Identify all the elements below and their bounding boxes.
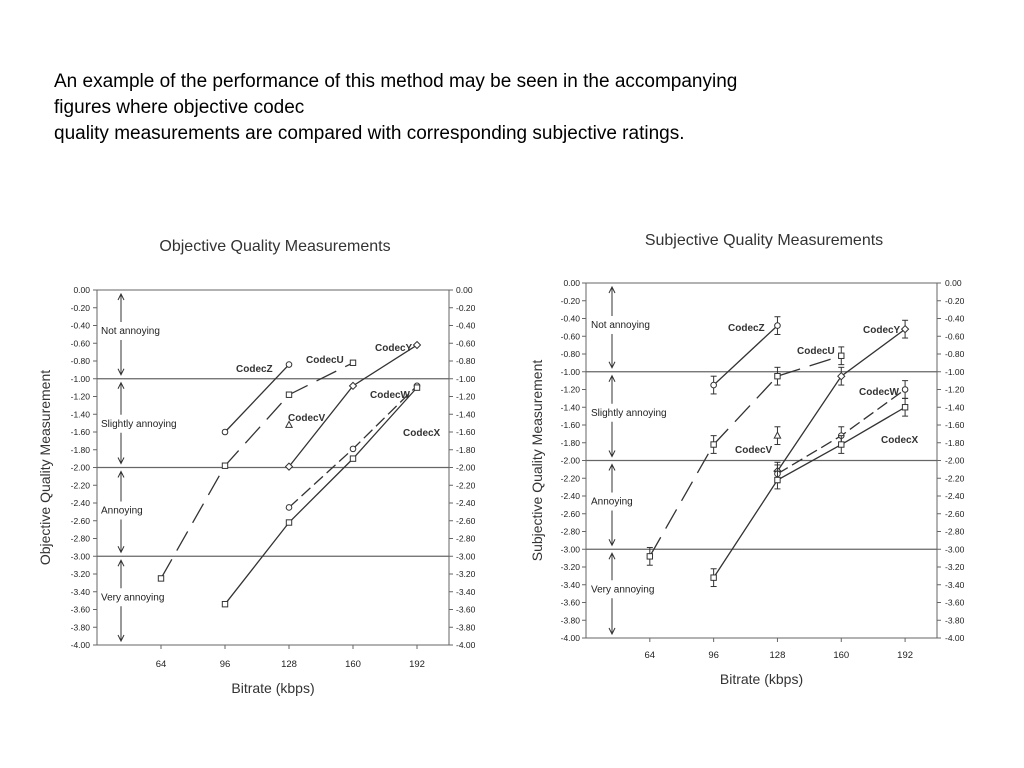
- y-tick-label-right: -3.00: [456, 551, 476, 562]
- y-tick-label-left: -3.00: [70, 551, 90, 562]
- series-line-codecx: [714, 407, 905, 577]
- data-point-codecw: [902, 387, 908, 393]
- data-point-codecx: [350, 456, 355, 461]
- x-tick-label: 96: [708, 650, 719, 661]
- y-axis-label: Objective Quality Measurement: [37, 369, 53, 566]
- objective-quality-chart: [37, 238, 476, 696]
- y-axis-label: Subjective Quality Measurement: [529, 359, 545, 562]
- series-codecw: [286, 383, 420, 510]
- y-tick-label-left: -0.40: [70, 320, 90, 331]
- y-tick-label-right: -1.20: [945, 384, 965, 395]
- series-label-codecv: CodecV: [288, 413, 326, 424]
- band-label-very-annoying: Very annoying: [101, 592, 165, 604]
- y-tick-label-right: -2.20: [456, 480, 476, 491]
- series-codecx: [711, 398, 919, 586]
- y-tick-label-right: -2.00: [456, 462, 476, 473]
- data-point-codecx: [902, 405, 907, 410]
- y-tick-label-right: -0.20: [945, 295, 965, 306]
- series-label-codecy: CodecY: [375, 343, 413, 354]
- data-point-codecx: [222, 601, 227, 606]
- y-tick-label-right: -3.40: [945, 579, 965, 590]
- y-tick-label-left: -3.80: [560, 615, 580, 626]
- data-point-codecu: [839, 353, 844, 358]
- band-label-not-annoying: Not annoying: [591, 320, 650, 331]
- x-tick-label: 192: [409, 659, 425, 670]
- y-tick-label-right: -3.20: [456, 569, 476, 579]
- y-tick-label-left: -2.40: [560, 491, 580, 501]
- y-tick-label-right: -3.00: [945, 544, 965, 555]
- x-tick-label: 64: [155, 659, 167, 670]
- y-tick-label-right: -0.80: [945, 349, 965, 359]
- y-tick-label-right: -3.60: [945, 597, 965, 608]
- data-point-codecx: [286, 520, 291, 525]
- data-point-codecz: [286, 362, 292, 368]
- series-label-codecu: CodecU: [797, 346, 835, 357]
- data-point-codecw: [286, 505, 292, 511]
- y-tick-label-left: -3.20: [70, 569, 90, 579]
- y-tick-label-right: -2.60: [456, 515, 476, 526]
- y-tick-label-left: -2.20: [70, 480, 90, 491]
- y-tick-label-left: -2.00: [560, 455, 580, 466]
- y-tick-label-left: -1.40: [560, 402, 580, 413]
- y-tick-label-right: 0.00: [456, 285, 473, 295]
- y-tick-label-right: -2.20: [945, 473, 965, 484]
- y-tick-label-right: -1.60: [945, 420, 965, 430]
- y-tick-label-right: -3.40: [456, 586, 476, 597]
- y-tick-label-left: -3.00: [560, 544, 580, 555]
- data-point-codecu: [350, 360, 355, 365]
- series-codecv: [286, 413, 326, 427]
- y-tick-label-right: -3.60: [456, 604, 476, 615]
- y-tick-label-right: -0.40: [945, 313, 965, 324]
- x-tick-label: 128: [769, 650, 786, 661]
- y-tick-label-right: -1.60: [456, 427, 476, 437]
- x-tick-label: 64: [644, 650, 656, 661]
- series-label-codecw: CodecW: [370, 390, 410, 401]
- y-tick-label-left: -1.20: [560, 384, 580, 395]
- y-tick-label-right: -1.00: [456, 373, 476, 384]
- y-tick-label-left: -1.20: [70, 391, 90, 402]
- y-tick-label-right: -2.40: [945, 491, 965, 501]
- y-tick-label-left: -2.80: [560, 526, 580, 537]
- x-axis-label: Bitrate (kbps): [231, 680, 315, 696]
- series-label-codecu: CodecU: [306, 355, 344, 366]
- data-point-codecx: [414, 385, 419, 390]
- y-tick-label-left: 0.00: [563, 278, 580, 288]
- data-point-codecu: [775, 373, 780, 378]
- band-label-slightly-annoying: Slightly annoying: [591, 407, 667, 419]
- y-tick-label-left: -0.40: [560, 313, 580, 324]
- x-tick-label: 192: [897, 650, 914, 661]
- y-tick-label-left: -1.60: [70, 427, 90, 437]
- data-point-codecu: [286, 392, 291, 397]
- series-label-codecx: CodecX: [881, 435, 919, 446]
- x-tick-label: 160: [833, 650, 850, 661]
- band-label-slightly-annoying: Slightly annoying: [101, 418, 177, 430]
- series-codecx: [222, 385, 440, 607]
- subjective-quality-chart: [529, 232, 965, 687]
- y-tick-label-right: -1.20: [456, 391, 476, 402]
- y-tick-label-left: -3.80: [70, 622, 90, 633]
- y-tick-label-left: -2.80: [70, 533, 90, 544]
- series-label-codecy: CodecY: [863, 325, 901, 336]
- y-tick-label-right: -0.40: [456, 320, 476, 331]
- series-line-codecu: [650, 356, 841, 557]
- y-tick-label-left: -3.40: [560, 579, 580, 590]
- y-tick-label-right: -0.80: [456, 356, 476, 366]
- y-tick-label-left: -1.80: [560, 437, 580, 448]
- series-label-codecw: CodecW: [859, 387, 899, 398]
- series-codecy: [774, 320, 909, 480]
- y-tick-label-right: -2.40: [456, 498, 476, 508]
- y-tick-label-left: -0.20: [70, 302, 90, 313]
- y-tick-label-left: -0.80: [70, 356, 90, 366]
- y-tick-label-right: -1.40: [945, 402, 965, 413]
- y-tick-label-left: -2.60: [560, 508, 580, 519]
- y-tick-label-left: -3.60: [560, 597, 580, 608]
- y-tick-label-left: -4.00: [70, 640, 90, 650]
- data-point-codecy: [414, 342, 421, 349]
- y-tick-label-left: -1.80: [70, 444, 90, 455]
- series-codecz: [711, 317, 781, 394]
- y-tick-label-left: -0.20: [560, 295, 580, 306]
- x-axis-label: Bitrate (kbps): [719, 671, 804, 687]
- band-label-annoying: Annoying: [591, 496, 633, 508]
- y-tick-label-left: -1.40: [70, 409, 90, 420]
- x-tick-label: 160: [345, 659, 361, 670]
- series-label-codecx: CodecX: [403, 428, 441, 439]
- band-label-annoying: Annoying: [101, 505, 143, 517]
- data-point-codecw: [350, 446, 356, 452]
- data-point-codecx: [775, 477, 780, 482]
- y-tick-label-right: -0.60: [945, 331, 965, 342]
- y-tick-label-left: -1.00: [560, 366, 580, 377]
- data-point-codecz: [222, 429, 228, 435]
- y-tick-label-left: -0.60: [560, 331, 580, 342]
- y-tick-label-left: -0.80: [560, 349, 580, 359]
- data-point-codecz: [775, 323, 781, 329]
- caption-line-3: quality measurements are compared with corresponding subjective ratings.: [54, 123, 685, 144]
- y-tick-label-right: -1.40: [456, 409, 476, 420]
- series-label-codecz: CodecZ: [728, 323, 765, 334]
- data-point-codecu: [222, 463, 227, 468]
- y-tick-label-right: -1.00: [945, 366, 965, 377]
- series-line-codecz: [714, 326, 778, 385]
- y-tick-label-right: -2.80: [456, 533, 476, 544]
- y-tick-label-right: -4.00: [945, 633, 965, 643]
- series-label-codecz: CodecZ: [236, 364, 273, 375]
- y-tick-label-right: -1.80: [945, 437, 965, 448]
- x-tick-label: 96: [219, 659, 231, 670]
- y-tick-label-left: -2.40: [70, 498, 90, 508]
- y-tick-label-left: 0.00: [73, 285, 90, 295]
- y-tick-label-right: -3.80: [456, 622, 476, 633]
- data-point-codecx: [711, 575, 716, 580]
- data-point-codecx: [839, 442, 844, 447]
- caption-line-2: figures where objective codec: [54, 97, 305, 118]
- y-tick-label-left: -3.60: [70, 604, 90, 615]
- series-codecz: [222, 362, 292, 435]
- series-line-codecu: [161, 363, 353, 579]
- y-tick-label-right: -1.80: [456, 444, 476, 455]
- data-point-codecu: [711, 442, 716, 447]
- y-tick-label-right: -3.80: [945, 615, 965, 626]
- y-tick-label-left: -2.20: [560, 473, 580, 484]
- y-tick-label-left: -1.00: [70, 373, 90, 384]
- y-tick-label-right: -2.80: [945, 526, 965, 537]
- y-tick-label-left: -0.60: [70, 338, 90, 349]
- y-tick-label-right: -0.60: [456, 338, 476, 349]
- data-point-codecz: [711, 382, 717, 388]
- y-tick-label-right: -2.00: [945, 455, 965, 466]
- chart-title: Objective Quality Measurements: [159, 238, 391, 255]
- series-codecw: [774, 381, 908, 483]
- y-tick-label-right: -2.60: [945, 508, 965, 519]
- chart-title: Subjective Quality Measurements: [644, 232, 884, 249]
- band-label-very-annoying: Very annoying: [591, 584, 655, 596]
- band-label-not-annoying: Not annoying: [101, 326, 160, 337]
- y-tick-label-left: -4.00: [560, 633, 580, 643]
- y-tick-label-left: -2.00: [70, 462, 90, 473]
- y-tick-label-right: -3.20: [945, 562, 965, 572]
- series-codecv: [735, 427, 781, 456]
- y-tick-label-left: -3.20: [560, 562, 580, 572]
- series-label-codecv: CodecV: [735, 445, 773, 456]
- data-point-codecu: [158, 576, 163, 581]
- caption-line-1: An example of the performance of this method may be seen in the accompanying: [54, 71, 738, 92]
- y-tick-label-right: -0.20: [456, 302, 476, 313]
- y-tick-label-right: -4.00: [456, 640, 476, 650]
- x-tick-label: 128: [281, 659, 297, 670]
- y-tick-label-left: -2.60: [70, 515, 90, 526]
- data-point-codecv: [774, 432, 780, 438]
- y-tick-label-left: -3.40: [70, 586, 90, 597]
- y-tick-label-right: 0.00: [945, 278, 962, 288]
- y-tick-label-left: -1.60: [560, 420, 580, 430]
- data-point-codecu: [647, 554, 652, 559]
